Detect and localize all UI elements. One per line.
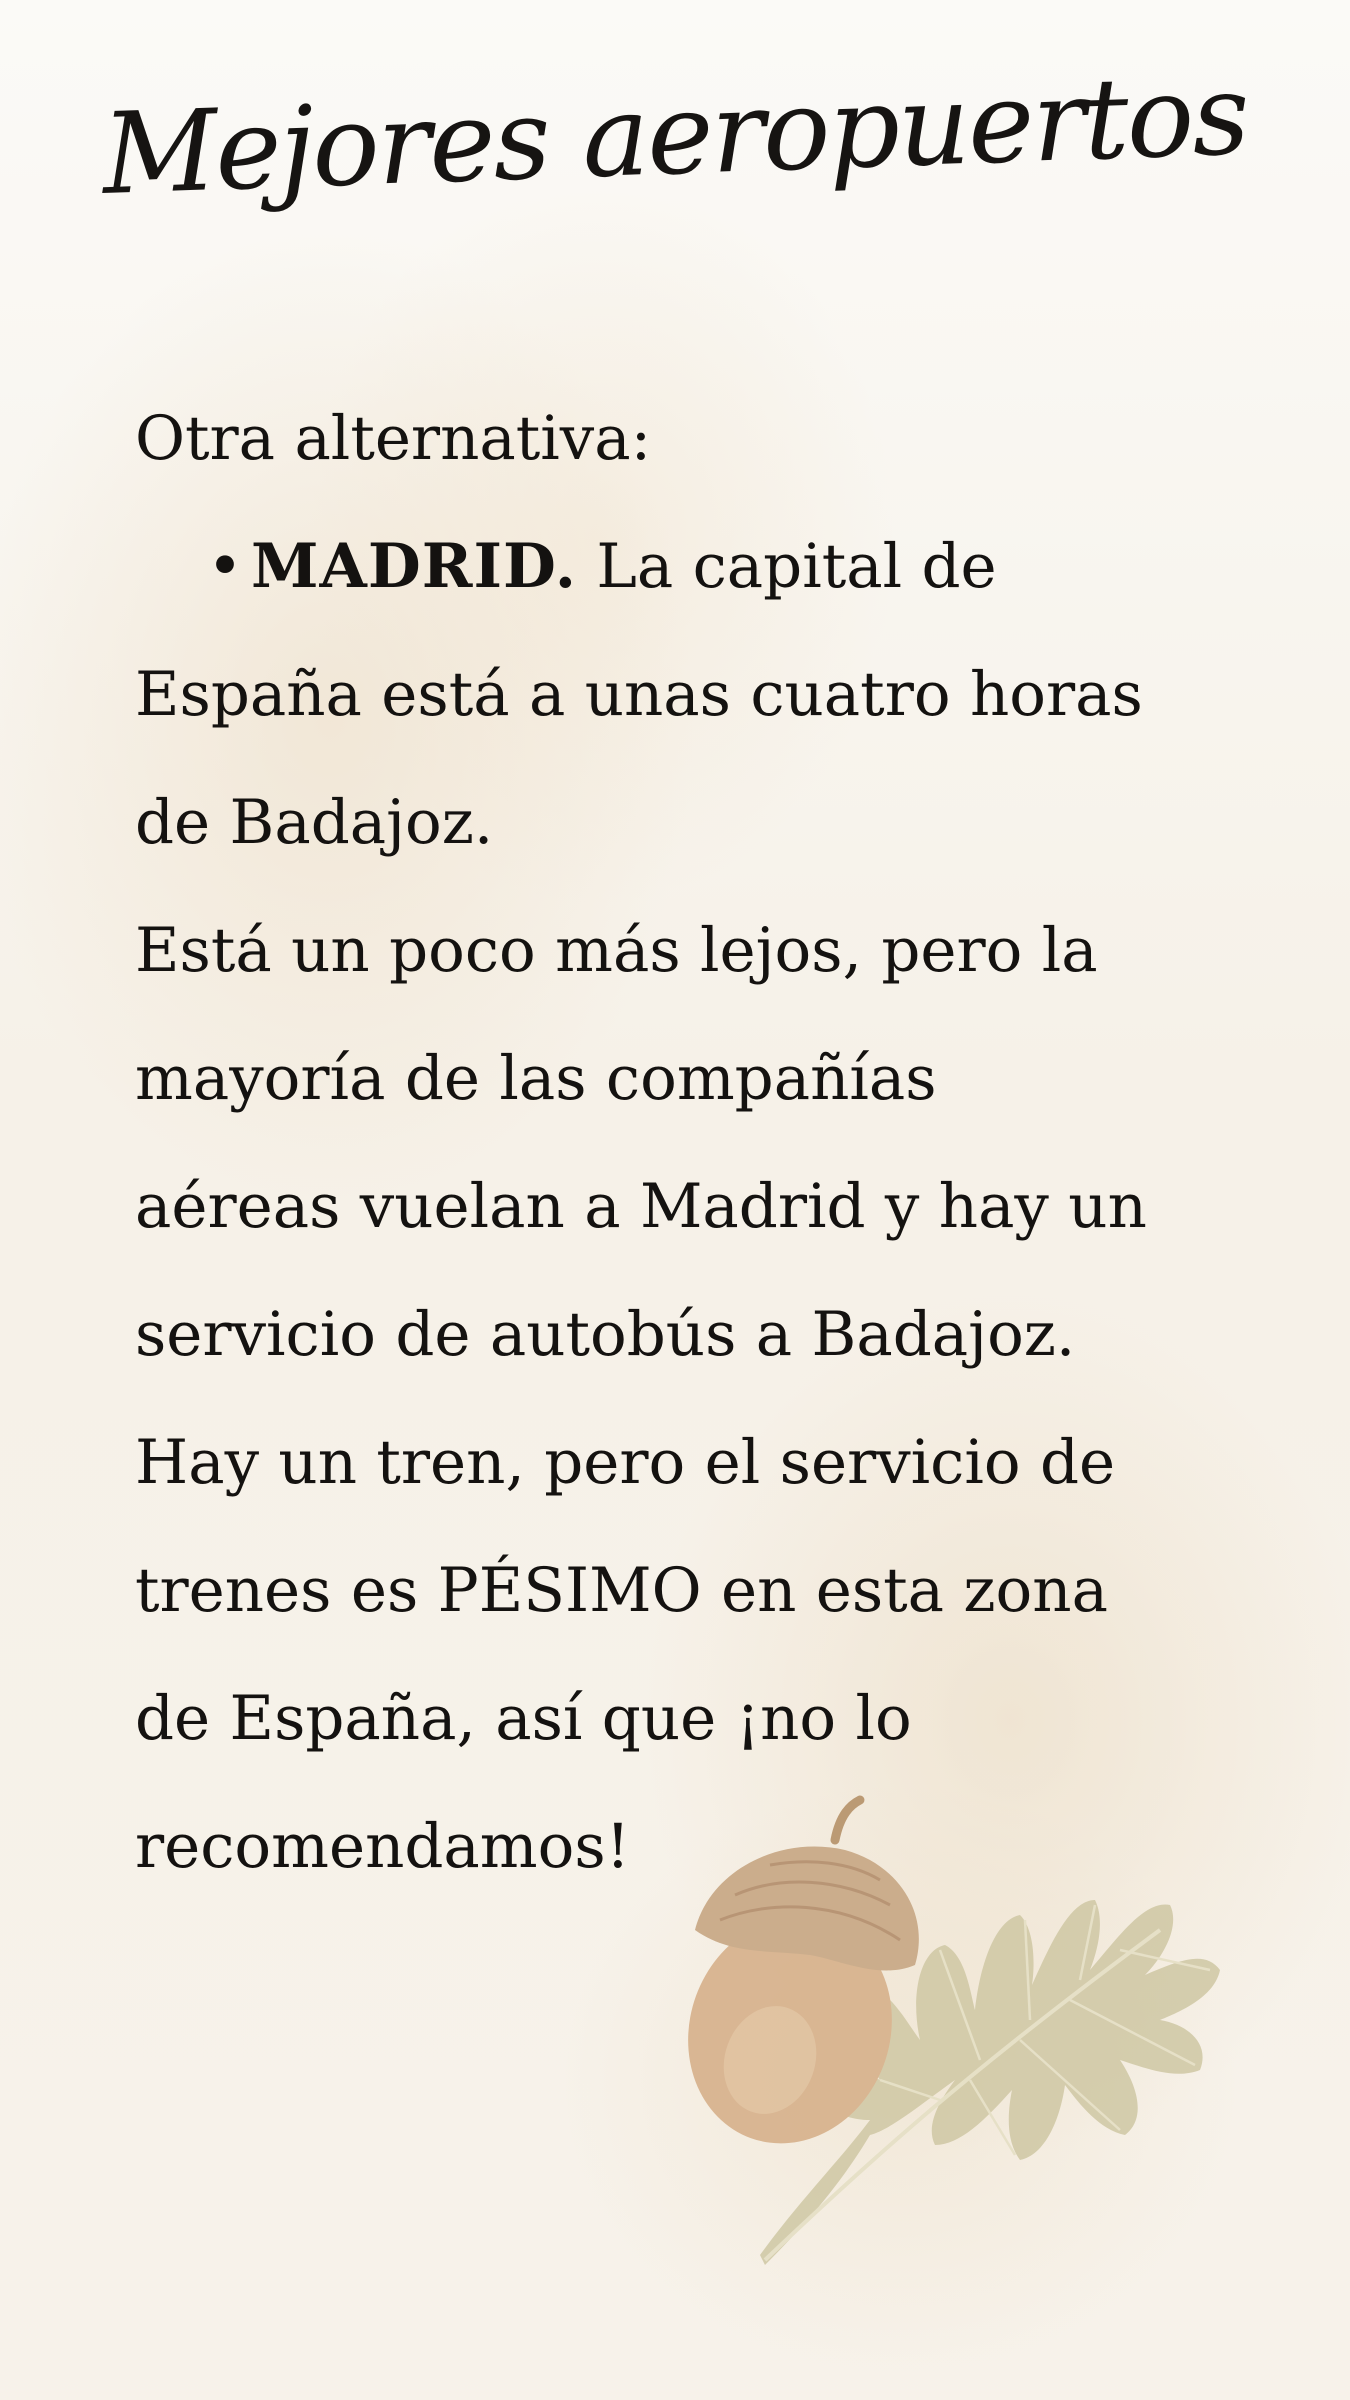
bullet-item-madrid — [135, 503, 1245, 631]
text-line: mayoría de las compañías — [135, 1043, 937, 1114]
text-line: Hay un tren, pero el servicio de — [135, 1427, 1116, 1498]
text-line: recomendamos! — [135, 1811, 631, 1882]
text-line: España está a unas cuatro horas — [135, 659, 1143, 730]
text-line: de Badajoz. — [135, 787, 494, 858]
text-line: trenes es PÉSIMO en esta zona — [135, 1555, 1108, 1626]
city-name: MADRID. — [251, 531, 577, 602]
text-line: Está un poco más lejos, pero la — [135, 915, 1098, 986]
bullet-dot: • — [207, 531, 243, 602]
bullet-text: La capital de — [596, 531, 997, 602]
intro-line: Otra alternativa: — [135, 403, 652, 474]
text-line: servicio de autobús a Badajoz. — [135, 1299, 1076, 1370]
oak-illustration — [640, 1600, 1280, 2300]
page-title: Mejores aeropuertos — [100, 50, 1250, 220]
text-line: aéreas vuelan a Madrid y hay un — [135, 1171, 1147, 1242]
text-line: de España, así que ¡no lo — [135, 1683, 912, 1754]
